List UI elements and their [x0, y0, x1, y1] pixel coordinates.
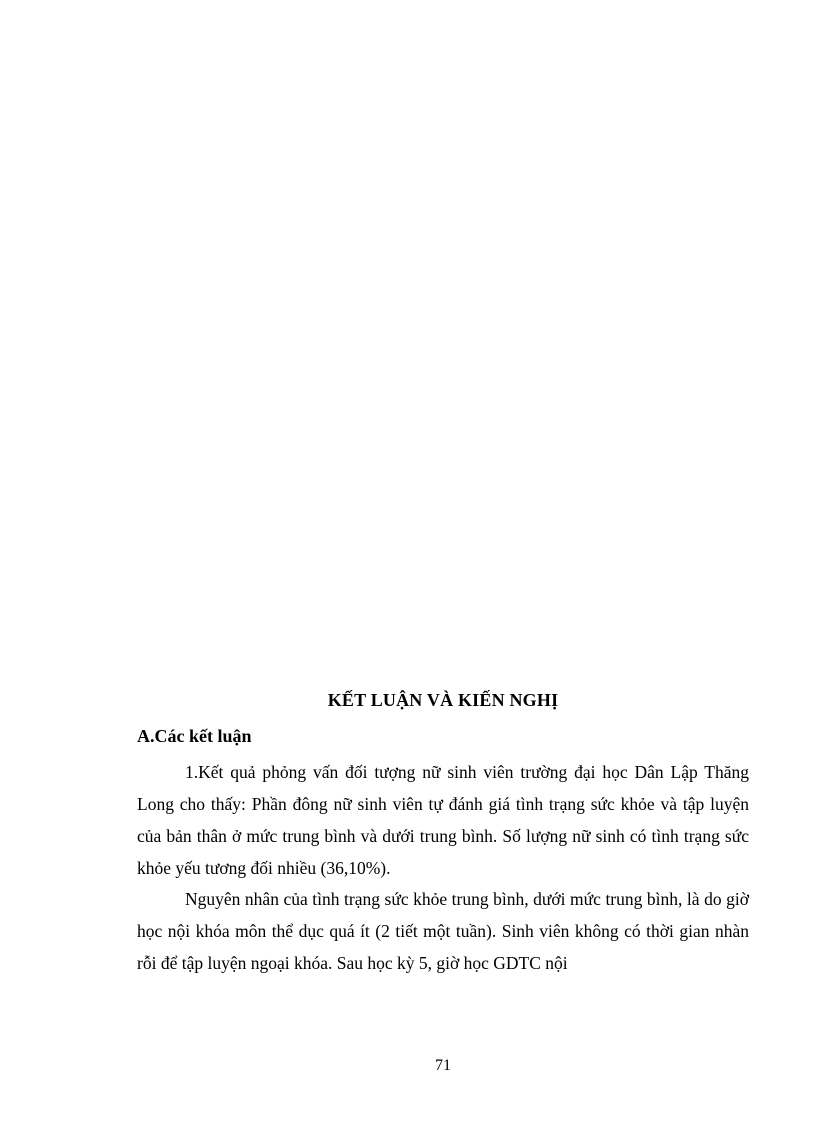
body-paragraph-1-container [137, 756, 749, 884]
body-paragraph-2-container [137, 883, 749, 979]
page-title: KẾT LUẬN VÀ KIẾN NGHỊ [327, 690, 559, 710]
page-number: 71 [435, 1057, 451, 1074]
section-heading: A.Các kết luận [137, 726, 252, 746]
body-paragraph: Nguyên nhân của tình trạng sức khỏe trung bình, dưới mức trung bình, là do giờ học nội khóa môn thể dục quá ít (2 tiết một tuần). Sinh viên không có thời gian nhàn rỗi để tập luyện ngoại khóa. Sau học kỳ 5, giờ học GDTC nội [137, 889, 749, 973]
body-paragraph: 1.Kết quả phỏng vấn đối tượng nữ sinh viên trường đại học Dân Lập Thăng Long cho thấy: Phần đông nữ sinh viên tự đánh giá tình trạng sức khỏe và tập luyện của bản thân ở mức trung bình và dưới trung bình. Số lượng nữ sinh có tình trạng sức khỏe yếu tương đối nhiều (36,10%). [137, 762, 749, 878]
